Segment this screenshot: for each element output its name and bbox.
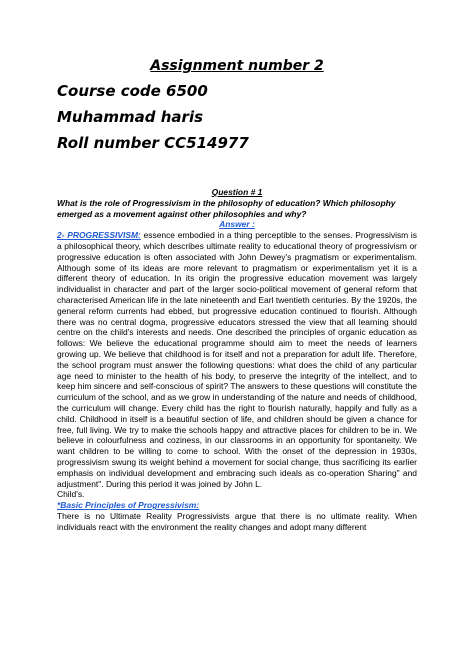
final-paragraph: There is no Ultimate Reality Progressivists argue that there is no ultimate reality. When individuals react with the environment the reality changes and adopt many different — [57, 510, 417, 532]
trailing-line: Child's. — [57, 489, 85, 500]
document-body — [57, 187, 417, 533]
course-code: Course code 6500 — [57, 82, 208, 100]
principles-subheading: *Basic Principles of Progressivism: — [57, 500, 200, 511]
roll-number: Roll number CC514977 — [57, 134, 249, 152]
question-heading: Question # 1 — [211, 187, 263, 197]
section-label: 2- PROGRESSIVISM: — [57, 230, 141, 241]
answer-heading: Answer : — [219, 219, 255, 230]
student-name: Muhammad haris — [57, 108, 204, 126]
question-text: What is the role of Progressivism in the philosophy of education? Which philosophy emerged as a movement against other philosophies and why? — [57, 197, 396, 219]
answer-paragraph — [57, 230, 417, 489]
answer-paragraph-text: essence embodied in a thing perceptible to the senses. Progressivism is a philosophical theory, which describes ultimate reality to educational theory of progressivism or progressive education is often associated with John Dewey's pragmatism or experimentalism. Although some of its ideas are more relevant to pragmatism or experimentalism yet it is a different theory of education. In its origin the progressive education movement was largely individualist in character and part of the larger socio-political movement of general reform that characterised American life in the late nineteenth and Earl twentieth centuries. By the 1920s, the general reform currents had ebbed, but progressive education continued to flourish. Although there was no central dogma, progressive educators stressed the view that all learning should centre on the child's interests and needs. One described the principles of organic education as follows: We believe the educational programme should aim to meet the needs of learners growing up. We believe that childhood is for itself and not a preparation for adult life. Therefore, the school program must answer the following questions: what does the child of any particular age need to minister to the health of his body, to preserve the integrity of the intellect, and to keep him sincere and self-conscious of spirit? The answers to these questions will constitute the curriculum of the school, and as we grow in understanding of the nature and needs of childhood, the curriculum will change. Every child has the right to flourish naturally, happily and fully as a child. Childhood in itself is a beautiful section of life, and children should be given a chance for free, full living. We try to make the schools happy and attractive places for children to be in. We believe in colourfulness and coziness, in our classrooms in an opportunity for spontaneity. We want children to be willing to come to school. With the onset of the depression in 1930s, progressivism swung its weight behind a movement for social change, thus sacrificing its earlier emphasis on individual development and embracing such ideals as co-operation Sharing" and adjustment". During this period it was joined by John L. — [57, 230, 418, 489]
assignment-title: Assignment number 2 — [150, 58, 324, 74]
